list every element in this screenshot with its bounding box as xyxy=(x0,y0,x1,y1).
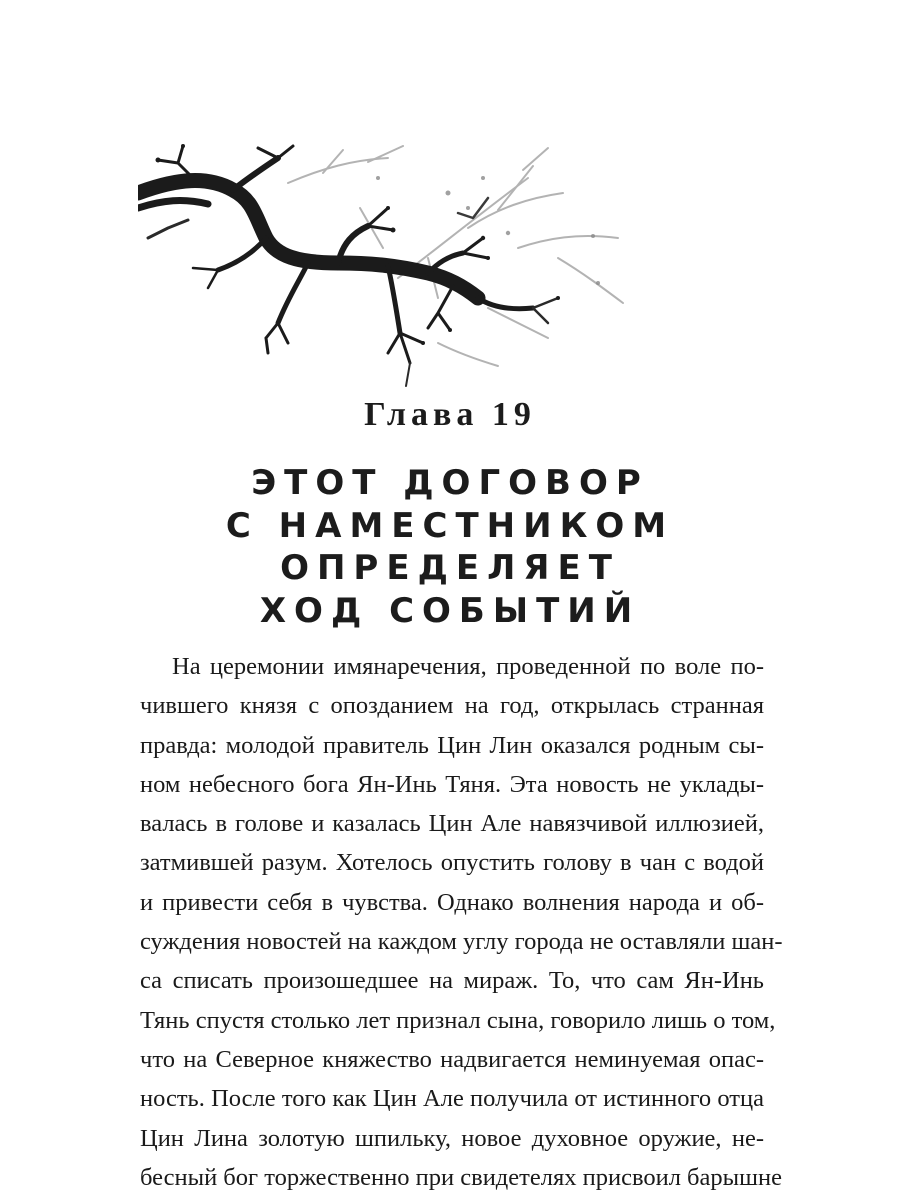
chapter-title-line: С НАМЕСТНИКОМ xyxy=(225,505,675,546)
body-paragraph xyxy=(140,647,783,1197)
text-line: и привести себя в чувства. Однако волнения народа и об- xyxy=(140,888,764,916)
text-line: Тянь спустя столько лет признал сына, говорило лишь о том, xyxy=(140,1006,776,1034)
chapter-number: Глава 19 xyxy=(364,396,536,433)
text-line: правда: молодой правитель Цин Лин оказался родным сы- xyxy=(140,731,764,759)
chapter-title-line: ЭТОТ ДОГОВОР xyxy=(251,463,649,503)
text-line: Цин Лина золотую шпильку, новое духовное оружие, не- xyxy=(140,1124,764,1152)
text-line: что на Северное княжество надвигается неминуемая опас- xyxy=(140,1045,764,1073)
text-line: бесный бог торжественно при свидетелях присвоил барышне xyxy=(140,1163,782,1191)
text-line: На церемонии имянаречения, проведенной по воле по- xyxy=(172,653,764,680)
text-line: ном небесного бога Ян-Инь Тяня. Эта новость не уклады- xyxy=(140,770,764,798)
ink-tree-branch-icon xyxy=(138,138,638,398)
text-line: суждения новостей на каждом углу города не оставляли шан- xyxy=(140,928,783,956)
text-line: ность. После того как Цин Але получила от истинного отца xyxy=(140,1085,764,1113)
chapter-title-line: ОПРЕДЕЛЯЕТ xyxy=(280,548,620,588)
text-line: са списать произошедшее на мираж. То, что сам Ян-Инь xyxy=(140,967,764,995)
text-line: затмившей разум. Хотелось опустить голову в чан с водой xyxy=(140,849,764,877)
chapter-title xyxy=(0,462,900,632)
text-line: валась в голове и казалась Цин Але навязчивой иллюзией, xyxy=(140,810,764,838)
text-line: чившего князя с опозданием на год, открылась странная xyxy=(140,692,764,720)
chapter-title-line: ХОД СОБЫТИЙ xyxy=(259,590,641,631)
